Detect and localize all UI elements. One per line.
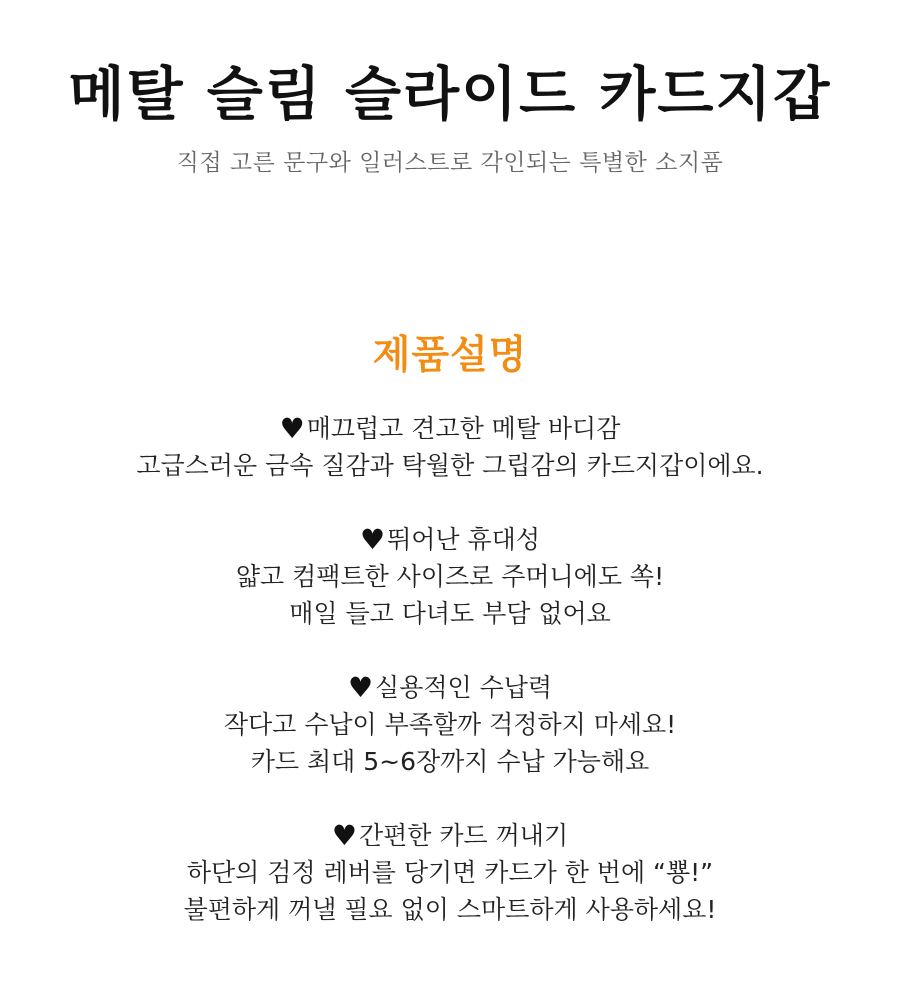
feature-text-line: 매일 들고 다녀도 부담 없어요 bbox=[289, 599, 611, 628]
page-title: 메탈 슬림 슬라이드 카드지갑 bbox=[68, 60, 832, 128]
feature-block-card-eject bbox=[0, 817, 900, 928]
feature-block-storage bbox=[0, 669, 900, 780]
feature-heading-line bbox=[0, 521, 900, 558]
feature-heading-line bbox=[0, 410, 900, 447]
feature-heading-line bbox=[0, 669, 900, 706]
heart-icon: ♥ bbox=[360, 523, 386, 556]
heart-icon: ♥ bbox=[279, 412, 305, 445]
section-title: 제품설명 bbox=[372, 333, 528, 378]
feature-block-portability bbox=[0, 521, 900, 632]
feature-heading: 뛰어난 휴대성 bbox=[387, 525, 540, 554]
feature-heading: 간편한 카드 꺼내기 bbox=[359, 821, 569, 850]
heart-icon: ♥ bbox=[331, 819, 357, 852]
feature-text-line: 카드 최대 5~6장까지 수납 가능해요 bbox=[250, 747, 650, 776]
feature-block-metal-body bbox=[0, 410, 900, 484]
feature-text-line: 고급스러운 금속 질감과 탁월한 그립감의 카드지갑이에요. bbox=[136, 451, 764, 480]
feature-heading: 매끄럽고 견고한 메탈 바디감 bbox=[306, 414, 621, 443]
feature-heading: 실용적인 수납력 bbox=[375, 673, 553, 702]
feature-text-line: 얇고 컴팩트한 사이즈로 주머니에도 쏙! bbox=[235, 562, 665, 591]
feature-text-line: 불편하게 꺼낼 필요 없이 스마트하게 사용하세요! bbox=[183, 895, 717, 924]
product-description bbox=[0, 410, 900, 928]
page-subtitle: 직접 고른 문구와 일러스트로 각인되는 특별한 소지품 bbox=[176, 150, 724, 176]
feature-heading-line bbox=[0, 817, 900, 854]
feature-text-line: 하단의 검정 레버를 당기면 카드가 한 번에 “뿅!” bbox=[186, 858, 714, 887]
feature-text-line: 작다고 수납이 부족할까 걱정하지 마세요! bbox=[223, 710, 677, 739]
heart-icon: ♥ bbox=[347, 671, 374, 704]
